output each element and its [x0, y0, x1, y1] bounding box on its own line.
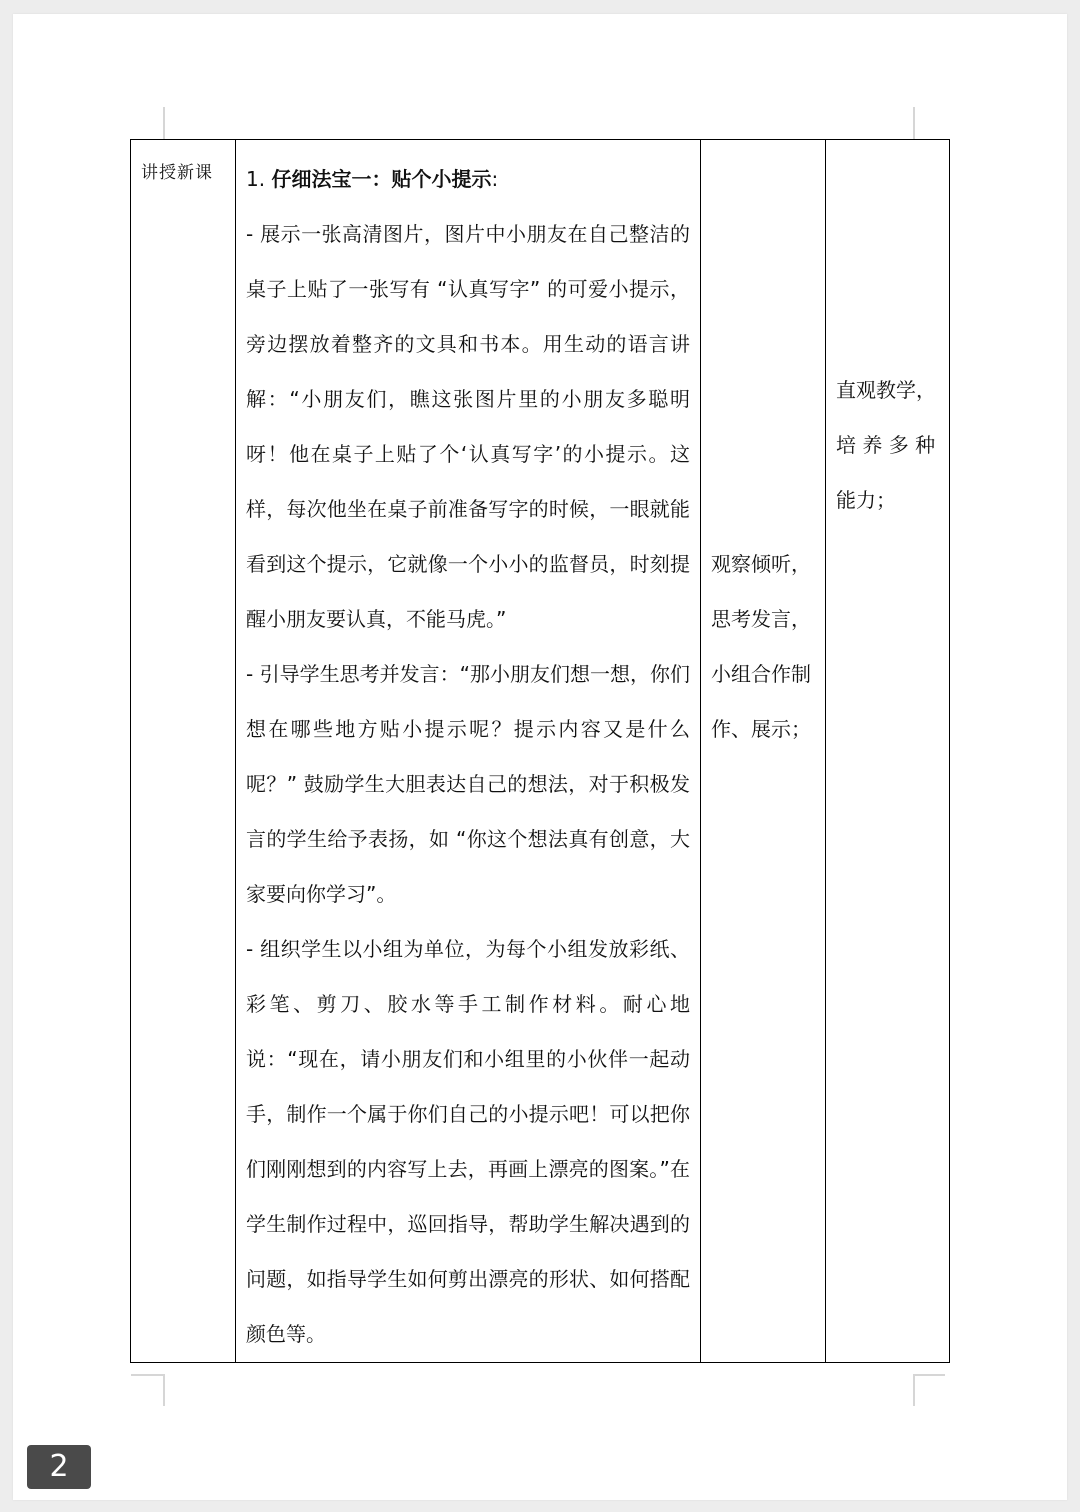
- purpose-line: 能力；: [836, 488, 896, 512]
- crop-mark: [131, 1374, 163, 1376]
- stage-cell: [131, 140, 236, 1363]
- heading-number: 1.: [246, 167, 272, 191]
- activity-line: 观察倾听，: [711, 552, 811, 576]
- activity-line: 思考发言，: [711, 607, 811, 631]
- page-number-badge: 2: [27, 1445, 91, 1489]
- design-purpose-cell: [826, 140, 950, 1363]
- heading-title: 仔细法宝一：贴个小提示: [271, 167, 492, 191]
- crop-mark: [163, 1374, 165, 1406]
- crop-mark: [913, 1374, 945, 1376]
- content-cell: [236, 140, 701, 1363]
- table-row: [131, 140, 950, 1363]
- purpose-line: 直观教学，: [836, 378, 936, 402]
- crop-mark: [913, 107, 915, 139]
- heading-colon: :: [491, 167, 499, 191]
- section-heading: [246, 152, 690, 207]
- crop-mark: [163, 107, 165, 139]
- activity-line: 小组合作制: [711, 662, 811, 686]
- activity-line: 作、展示；: [711, 717, 811, 741]
- student-activity-cell: [701, 140, 826, 1363]
- crop-mark: [913, 1374, 915, 1406]
- purpose-line: 培 养 多 种: [836, 433, 936, 457]
- content-paragraph-3: - 组织学生以小组为单位，为每个小组发放彩纸、彩笔、剪刀、胶水等手工制作材料。耐心地说：“现在，请小朋友们和小组里的小伙伴一起动手，制作一个属于你们自己的小提示吧！可以把你们刚刚想到的内容写上去，再画上漂亮的图案。”在学生制作过程中，巡回指导，帮助学生解决遇到的问题，如指导学生如何剪出漂亮的形状、如何搭配颜色等。: [246, 937, 690, 1346]
- lesson-plan-table: [130, 139, 950, 1363]
- content-paragraph-1: - 展示一张高清图片，图片中小朋友在自己整洁的桌子上贴了一张写有 “认真写字” 的可爱小提示，旁边摆放着整齐的文具和书本。用生动的语言讲解：“小朋友们，瞧这张图片里的小朋友多聪明呀！他在桌子上贴了个‘认真写字’的小提示。这样，每次他坐在桌子前准备写字的时候，一眼就能看到这个提示，它就像一个小小的监督员，时刻提醒小朋友要认真，不能马虎。”: [246, 222, 690, 631]
- stage-label: 讲授新课: [141, 163, 213, 183]
- content-paragraph-2: - 引导学生思考并发言：“那小朋友们想一想，你们想在哪些地方贴小提示呢？提示内容又是什么呢？” 鼓励学生大胆表达自己的想法，对于积极发言的学生给予表扬，如 “你这个想法真有创意，大家要向你学习”。: [246, 662, 690, 906]
